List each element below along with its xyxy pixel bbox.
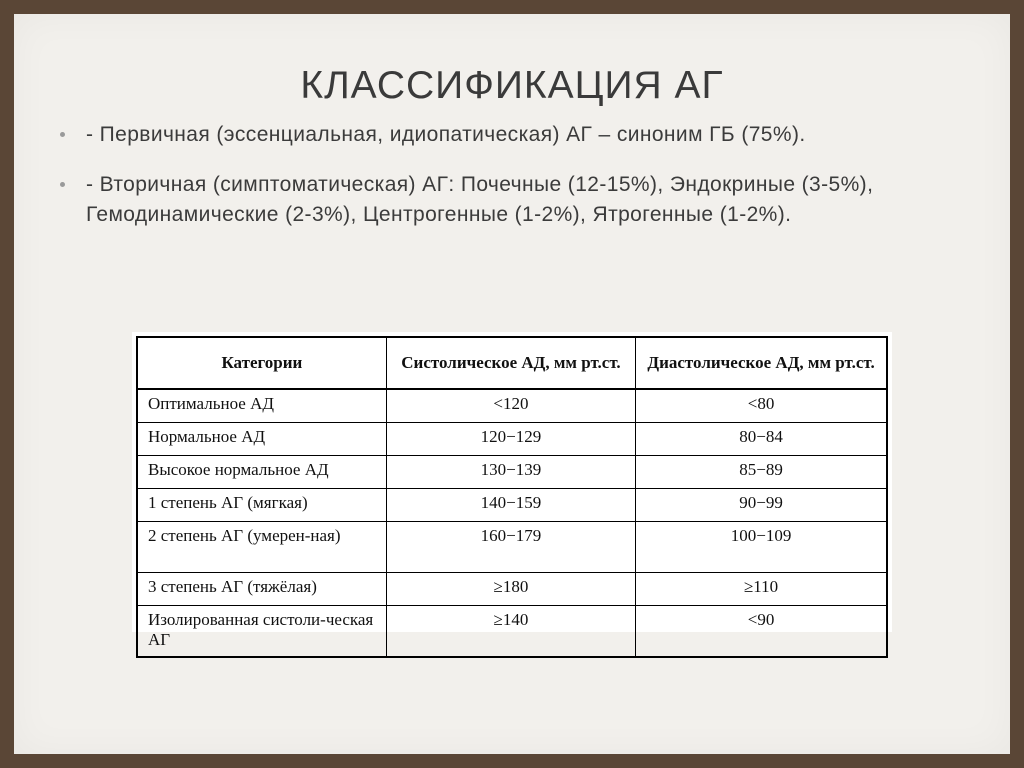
bullet-item: [60, 170, 1010, 230]
table-row: [137, 489, 887, 522]
header-category: Категории: [137, 337, 386, 389]
systolic-cell: 160−179: [386, 522, 635, 573]
category-cell: Нормальное АД: [137, 423, 386, 456]
systolic-cell: ≥180: [386, 573, 635, 606]
diastolic-cell: <80: [636, 389, 887, 423]
slide-title: КЛАССИФИКАЦИЯ АГ: [300, 64, 724, 107]
table-row: [137, 573, 887, 606]
bullet-text: - Первичная (эссенциальная, идиопатическая) АГ – синоним ГБ (75%).: [86, 123, 806, 146]
category-cell: 2 степень АГ (умерен-ная): [137, 522, 386, 573]
bullet-list: [60, 120, 1010, 250]
diastolic-cell: <90: [636, 606, 887, 658]
table-image: [132, 332, 892, 649]
systolic-cell: 120−129: [386, 423, 635, 456]
table-row: [137, 389, 887, 423]
systolic-cell: ≥140: [386, 606, 635, 658]
table-header-row: [137, 337, 887, 389]
category-cell: 1 степень АГ (мягкая): [137, 489, 386, 522]
diastolic-cell: 100−109: [636, 522, 887, 573]
bullet-text: - Вторичная (симптоматическая) АГ: Почечные (12-15%), Эндокриные (3-5%), Гемодинамические (2-3%), Центрогенные (1-2%), Ятрогенные (1-2%).: [86, 173, 874, 226]
category-cell: Высокое нормальное АД: [137, 456, 386, 489]
category-cell: 3 степень АГ (тяжёлая): [137, 573, 386, 606]
diastolic-cell: 90−99: [636, 489, 887, 522]
systolic-cell: 130−139: [386, 456, 635, 489]
table-row: [137, 423, 887, 456]
diastolic-cell: ≥110: [636, 573, 887, 606]
header-systolic: Систолическое АД, мм рт.ст.: [386, 337, 635, 389]
header-diastolic: Диастолическое АД, мм рт.ст.: [636, 337, 887, 389]
category-cell: Изолированная систоли-ческая АГ: [137, 606, 386, 658]
bullet-dot-icon: [60, 182, 65, 187]
category-cell: Оптимальное АД: [137, 389, 386, 423]
systolic-cell: 140−159: [386, 489, 635, 522]
table-row: [137, 606, 887, 658]
bp-classification-table: [136, 336, 888, 658]
bullet-dot-icon: [60, 132, 65, 137]
bullet-item: [60, 120, 1010, 150]
diastolic-cell: 80−84: [636, 423, 887, 456]
table-row: [137, 456, 887, 489]
diastolic-cell: 85−89: [636, 456, 887, 489]
systolic-cell: <120: [386, 389, 635, 423]
slide: [14, 14, 1010, 754]
table-row: [137, 522, 887, 573]
